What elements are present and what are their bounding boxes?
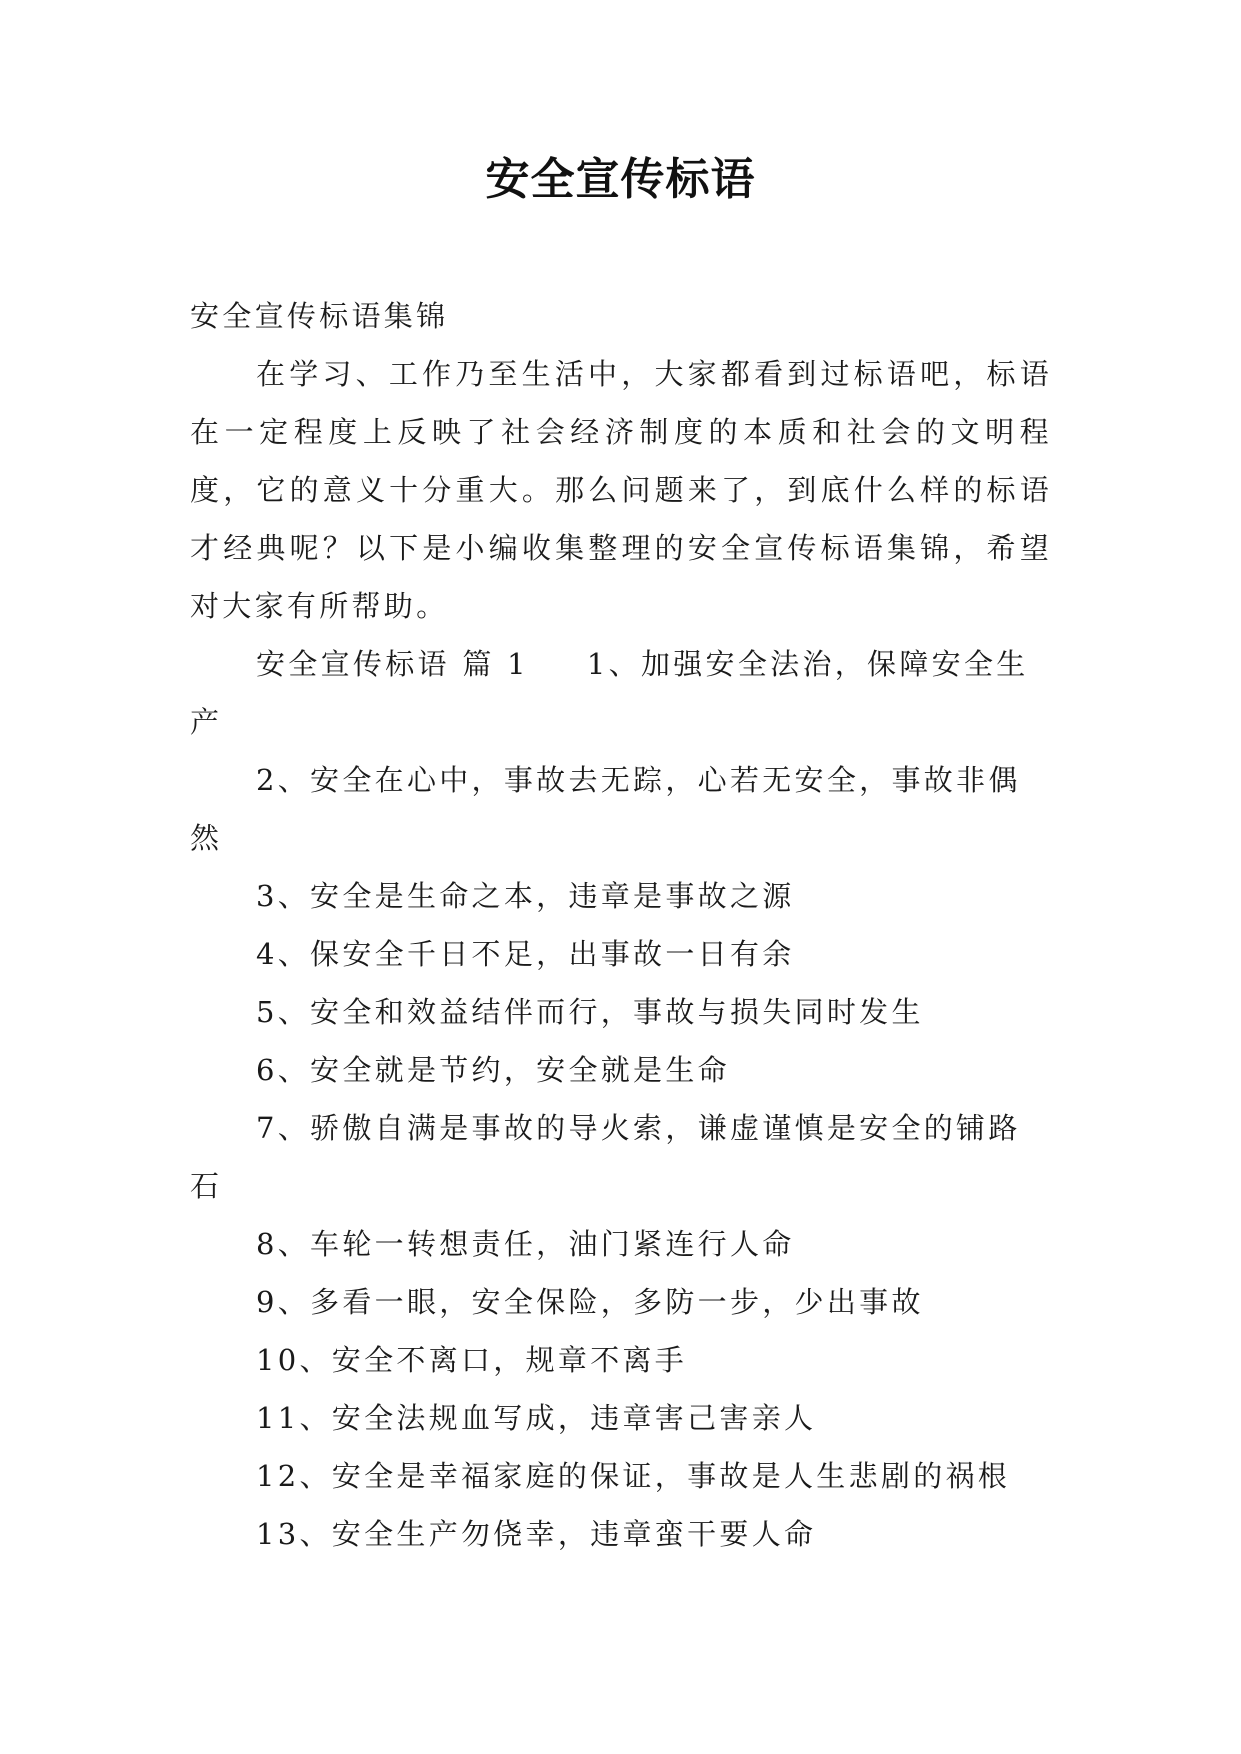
slogan-item: 9、多看一眼，安全保险，多防一步，少出事故 xyxy=(256,1285,924,1319)
slogan-list xyxy=(190,751,1052,1563)
document-title: 安全宣传标语 xyxy=(485,154,756,205)
document-body xyxy=(190,287,1052,1563)
document-subtitle: 安全宣传标语集锦 xyxy=(190,299,449,333)
slogan-item: 2、安全在心中，事故去无踪，心若无安全，事故非偶然 xyxy=(190,763,1021,855)
slogan-item: 4、保安全千日不足，出事故一日有余 xyxy=(256,937,795,971)
slogan-item: 11、安全法规血写成，违章害己害亲人 xyxy=(256,1401,817,1435)
slogan-item: 12、安全是幸福家庭的保证，事故是人生悲剧的祸根 xyxy=(256,1459,1011,1493)
slogan-item-1: 1、加强安全法治，保障安全生产 xyxy=(190,647,1029,739)
slogan-item: 10、安全不离口，规章不离手 xyxy=(256,1343,688,1377)
slogan-item: 6、安全就是节约，安全就是生命 xyxy=(256,1053,730,1087)
slogan-item: 3、安全是生命之本，违章是事故之源 xyxy=(256,879,795,913)
section-heading-line xyxy=(190,635,1052,751)
slogan-item: 7、骄傲自满是事故的导火索，谦虚谨慎是安全的铺路石 xyxy=(190,1111,1021,1203)
intro-paragraph: 在学习、工作乃至生活中，大家都看到过标语吧，标语在一定程度上反映了社会经济制度的本质和社会的文明程度，它的意义十分重大。那么问题来了，到底什么样的标语才经典呢？以下是小编收集整理的安全宣传标语集锦，希望对大家有所帮助。 xyxy=(190,357,1052,623)
slogan-item: 8、车轮一转想责任，油门紧连行人命 xyxy=(256,1227,795,1261)
section-label: 安全宣传标语 篇 1 xyxy=(256,647,529,681)
slogan-item: 13、安全生产勿侥幸，违章蛮干要人命 xyxy=(256,1517,817,1551)
slogan-item: 5、安全和效益结伴而行，事故与损失同时发生 xyxy=(256,995,924,1029)
